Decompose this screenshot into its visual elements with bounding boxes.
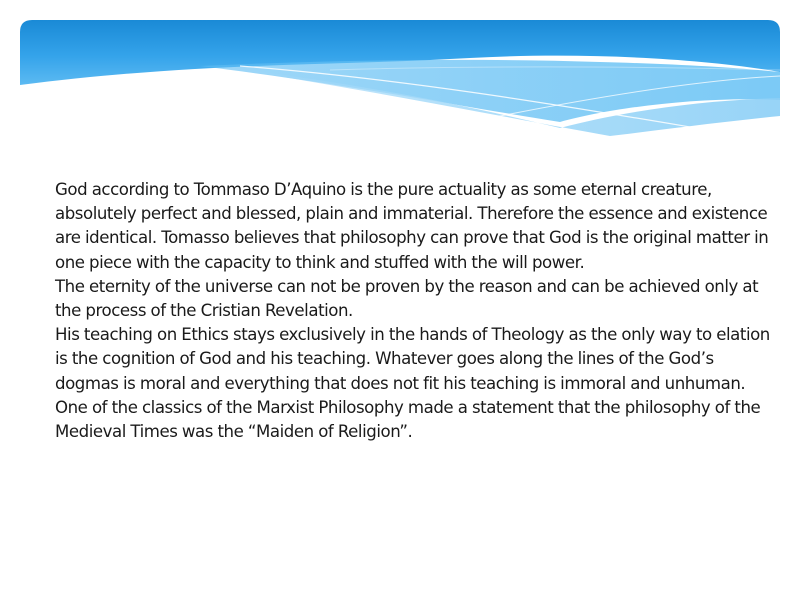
body-text <box>55 178 775 444</box>
paragraph-eternity: The eternity of the universe can not be proven by the reason and can be achieved only at the process of the Cristian Revelation. <box>55 276 759 321</box>
paragraph-aquinas-god: God according to Tommaso D’Aquino is the pure actuality as some eternal creature, absolutely perfect and blessed, plain and immaterial. Therefore the essence and existence are identical. Tomasso believes that philosophy can prove that God is the original matter in one piece with the capacity to think and stuffed with the will power. <box>55 180 769 272</box>
header-wave-banner <box>0 0 800 150</box>
paragraph-ethics: His teaching on Ethics stays exclusively in the hands of Theology as the only way to elation is the cognition of God and his teaching. Whatever goes along the lines of the God’s dogmas is moral and everything that does not fit his teaching is immoral and unhuman. <box>55 325 770 393</box>
paragraph-marxist: One of the classics of the Marxist Philosophy made a statement that the philosophy of the Medieval Times was the “Maiden of Religion”. <box>55 397 761 442</box>
